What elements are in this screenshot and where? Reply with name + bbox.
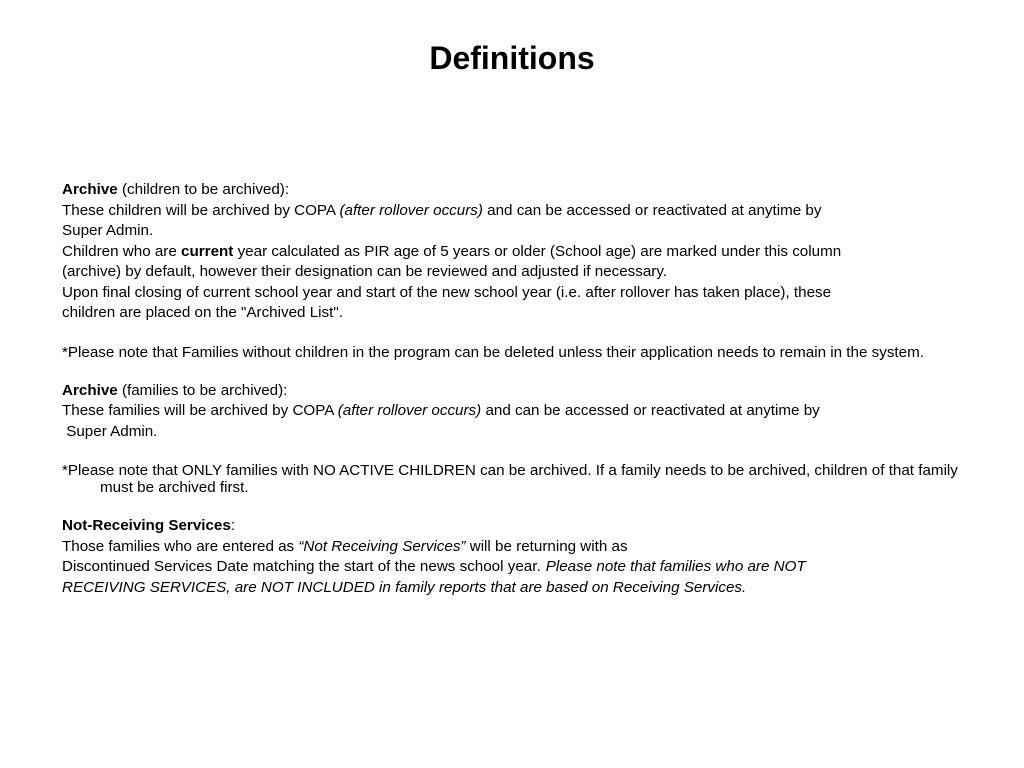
archive-children-line-5: Upon final closing of current school year and start of the new school year (i.e. after rollover has taken place), these [62,283,832,301]
not-receiving-line-1: Those families who are entered as “Not Receiving Services” will be returning with as [62,537,628,555]
not-receiving-heading: Not-Receiving Services: [62,517,236,534]
not-receiving-warning-cont: RECEIVING SERVICES, are NOT INCLUDED in family reports that are based on Receiving Services. [62,578,747,596]
archive-children-line-6: children are placed on the "Archived List". [62,304,343,321]
archive-children-line-4: (archive) by default, however their designation can be reviewed and adjusted if necessary. [62,263,668,280]
archive-children-heading [62,180,962,201]
archive-families-note: *Please note that ONLY families with NO ACTIVE CHILDREN can be archived. If a family needs to be archived, children of that family must be archived first. [62,462,958,496]
not-receiving-line-2: Discontinued Services Date matching the start of the news school year. Please note that families who are NOT [62,558,806,575]
not-receiving-warning: . Please note that families who are NOT [537,558,806,575]
archive-families-line-1: These families will be archived by COPA (after rollover occurs) and can be accessed or reactivated at anytime by [62,402,820,419]
not-receiving-term: Not-Receiving Services [62,517,231,534]
spacer [62,324,962,344]
spacer [62,496,962,516]
spacer [62,442,962,462]
not-receiving-line-3 [62,578,962,599]
page-title: Definitions [429,40,595,76]
not-receiving-quote: “Not Receiving Services” [298,537,466,555]
current-emphasis: current [181,242,234,260]
archive-children-term: Archive [62,181,118,198]
archive-children-note: *Please note that Families without children in the program can be deleted unless their application needs to remain in the system. [62,343,924,361]
spacer [62,361,962,381]
archive-children-line-3: Children who are current year calculated as PIR age of 5 years or older (School age) are marked under this column [62,242,842,260]
archive-families-qualifier: (families to be archived): [117,381,288,399]
rollover-note: (after rollover occurs) [337,402,482,419]
archive-children-line-2: Super Admin. [62,222,154,239]
definitions-body [62,180,962,598]
archive-families-line-2: Super Admin. [62,422,158,440]
archive-families-term: Archive [62,381,118,399]
archive-children-qualifier: (children to be archived): [117,181,290,198]
archive-children-line-1: These children will be archived by COPA (after rollover occurs) and can be accessed or reactivated at anytime by [62,201,822,219]
rollover-note: (after rollover occurs) [339,201,483,219]
archive-families-heading [62,381,962,402]
